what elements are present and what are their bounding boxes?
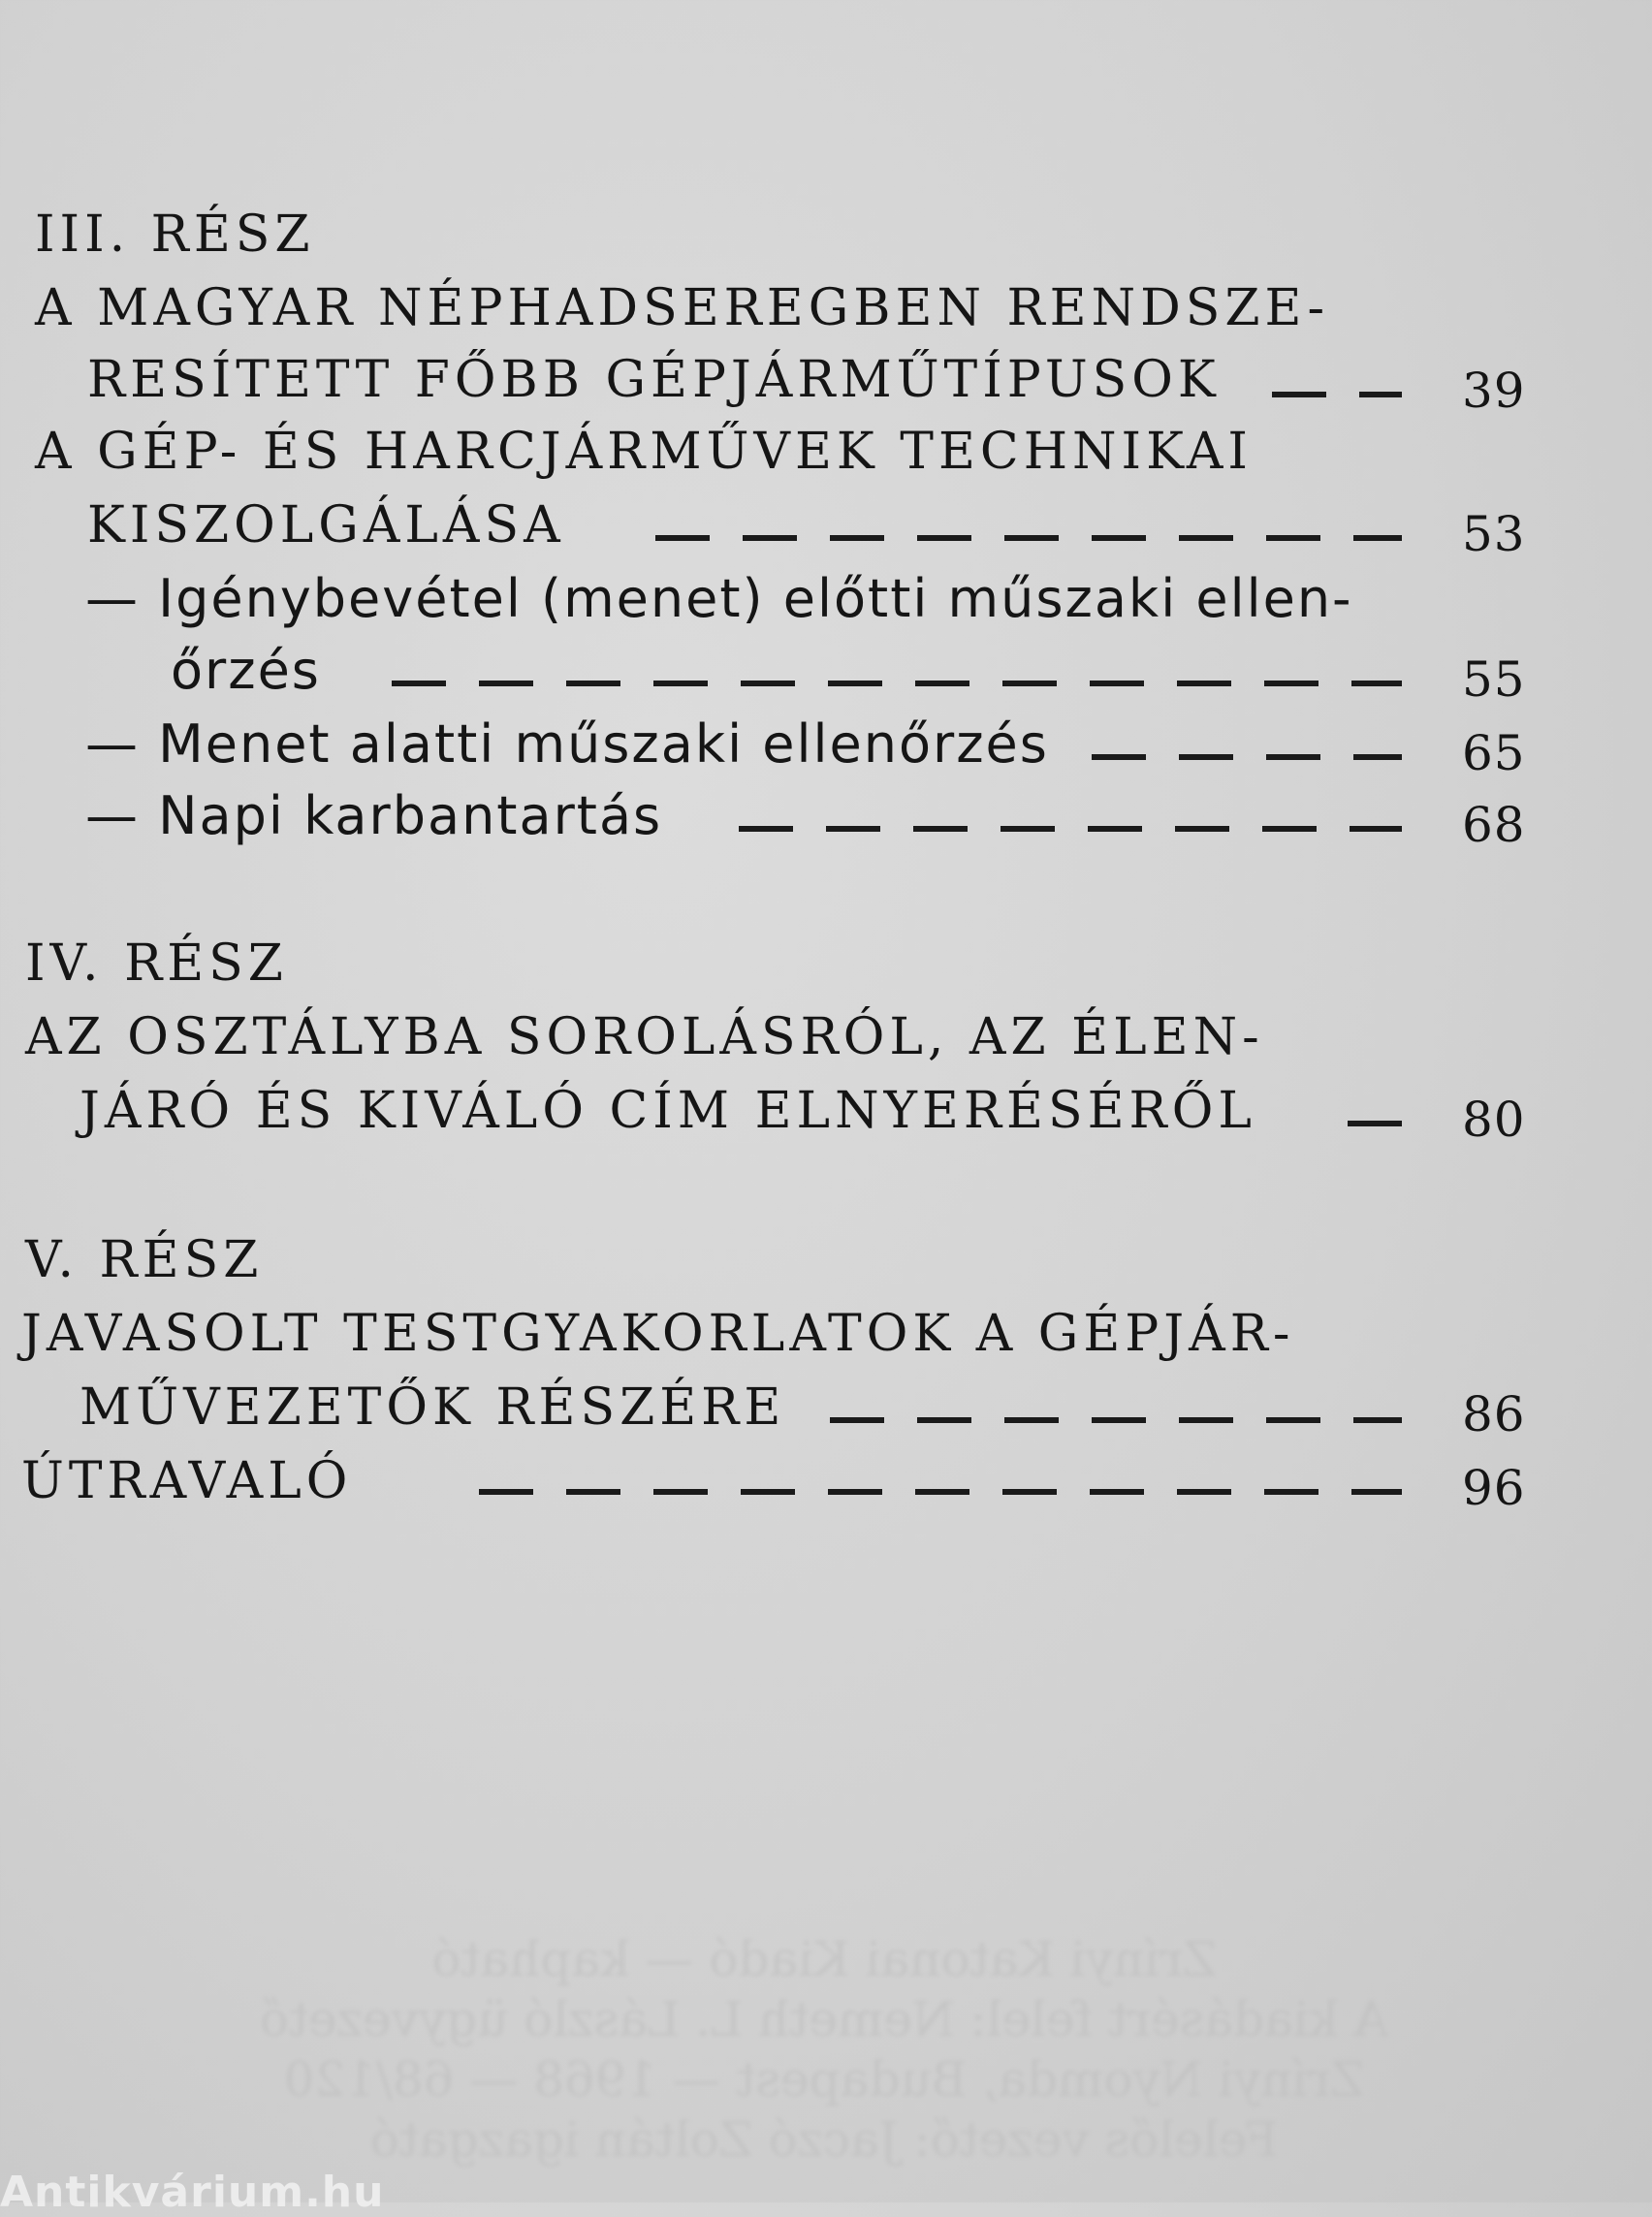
show-through-imprint xyxy=(78,1929,1571,2169)
toc-leader-dashes xyxy=(739,826,1402,832)
toc-page-number: 55 xyxy=(1462,651,1526,708)
toc-subentry-pre-use-check-line1: — Igénybevétel (menet) előtti műszaki ellen- xyxy=(85,568,1353,629)
toc-leader-dashes xyxy=(479,1489,1402,1495)
toc-entry-classification-line1: AZ OSZTÁLYBA SOROLÁSRÓL, AZ ÉLEN- xyxy=(25,1008,1264,1066)
toc-leader-dashes xyxy=(830,1417,1402,1423)
toc-leader-dashes xyxy=(392,681,1402,686)
toc-entry-maintenance-line2: KISZOLGÁLÁSA xyxy=(87,496,565,554)
toc-entry-maintenance-line1: A GÉP- ÉS HARCJÁRMŰVEK TECHNIKAI xyxy=(35,423,1253,481)
imprint-line: Felelős vezető: Jaczó Zoltán igazgató xyxy=(369,2111,1279,2168)
toc-subentry-pre-use-check-line2: őrzés xyxy=(171,640,321,701)
toc-page-number: 65 xyxy=(1462,725,1526,781)
imprint-line: Zrínyi Katonai Kiadó — kapható xyxy=(431,1931,1217,1987)
toc-leader-dashes xyxy=(655,535,1402,541)
toc-entry-vehicle-types-line1: A MAGYAR NÉPHADSEREGBEN RENDSZE- xyxy=(35,279,1330,337)
part-4-heading: IV. RÉSZ xyxy=(25,934,288,993)
toc-page-number: 68 xyxy=(1462,797,1526,853)
part-3-heading: III. RÉSZ xyxy=(35,206,315,264)
toc-leader-dashes xyxy=(1092,754,1402,760)
toc-page-number: 86 xyxy=(1462,1386,1526,1442)
imprint-line: A kiadásért felel: Nemeth L. László ügyvezető xyxy=(259,1991,1389,2047)
watermark: Antikvárium.hu xyxy=(0,2168,385,2217)
toc-subentry-daily-maintenance: — Napi karbantartás xyxy=(85,785,663,846)
toc-entry-classification-line2: JÁRÓ ÉS KIVÁLÓ CÍM ELNYERÉSÉRŐL xyxy=(79,1082,1256,1140)
toc-page-number: 53 xyxy=(1462,506,1526,562)
imprint-line: Zrínyi Nyomda, Budapest — 1968 — 68/120 xyxy=(283,2051,1365,2107)
toc-page-number: 80 xyxy=(1462,1092,1526,1148)
toc-leader-dashes xyxy=(1348,1121,1402,1126)
part-5-heading: V. RÉSZ xyxy=(25,1231,264,1289)
toc-leader-dashes xyxy=(1272,392,1402,397)
toc-page-number: 96 xyxy=(1462,1460,1526,1516)
toc-entry-exercises-line2: MŰVEZETŐK RÉSZÉRE xyxy=(79,1378,786,1437)
toc-entry-exercises-line1: JAVASOLT TESTGYAKORLATOK A GÉPJÁR- xyxy=(21,1305,1295,1363)
toc-entry-farewell: ÚTRAVALÓ xyxy=(21,1452,353,1510)
toc-subentry-on-the-move-check: — Menet alatti műszaki ellenőrzés xyxy=(85,713,1049,775)
toc-page-number: 39 xyxy=(1462,363,1526,419)
toc-entry-vehicle-types-line2: RESÍTETT FŐBB GÉPJÁRMŰTÍPUSOK xyxy=(87,351,1221,409)
